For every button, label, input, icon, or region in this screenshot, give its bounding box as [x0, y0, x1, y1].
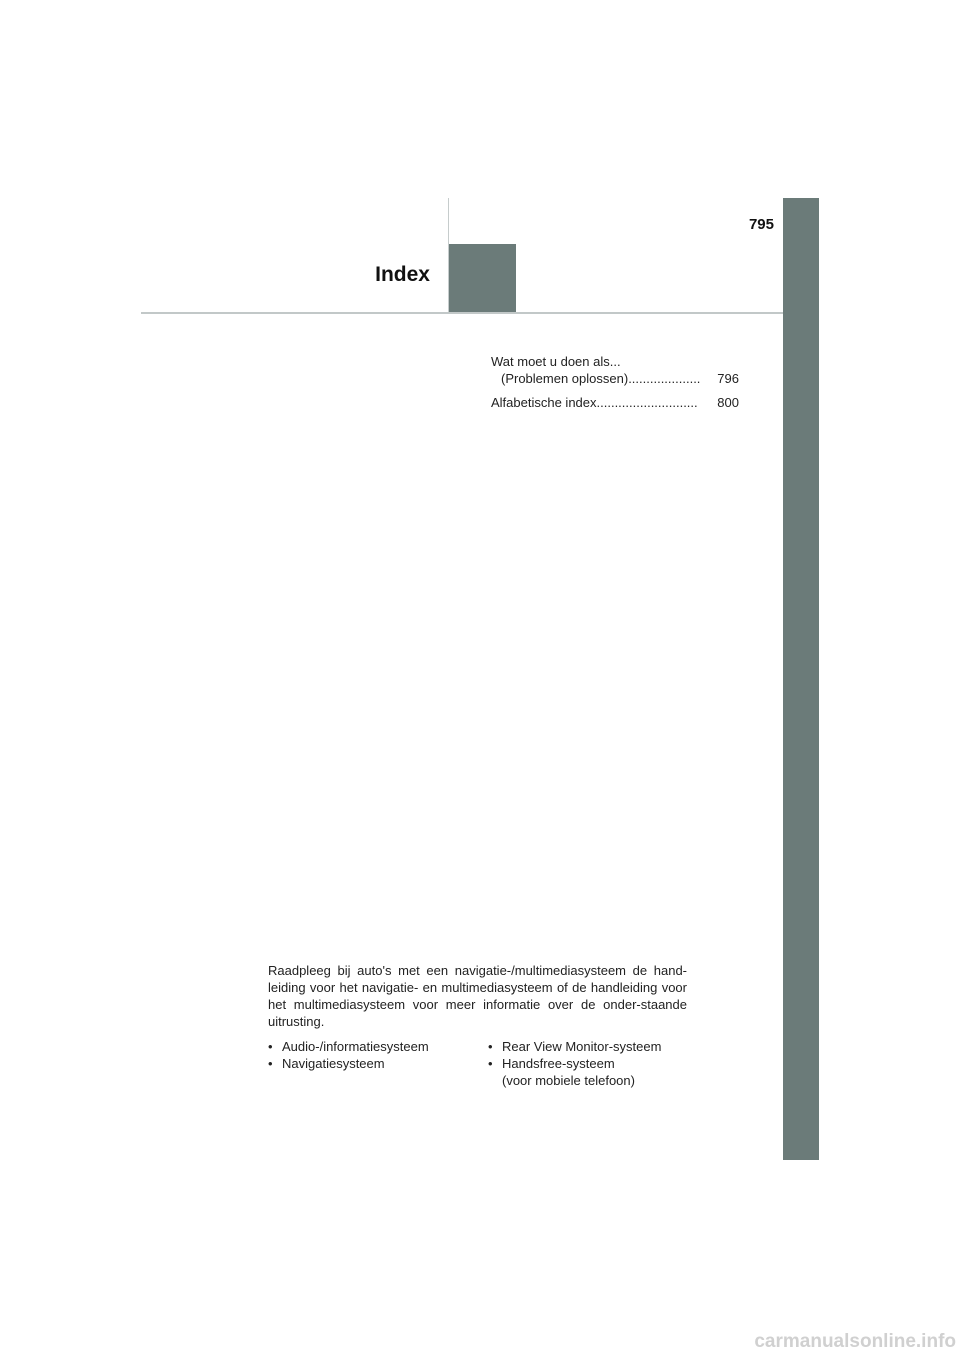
list-item-text: Handsfree-systeem [502, 1056, 615, 1071]
header-horizontal-rule [141, 312, 783, 314]
equipment-list-right [488, 1038, 708, 1089]
watermark: carmanualsonline.info [754, 1331, 956, 1352]
list-item [268, 1038, 468, 1055]
toc-entry-label: Alfabetische index [491, 395, 597, 410]
bullet-mark: • [488, 1056, 493, 1071]
list-item-text: Audio-/informatiesysteem [282, 1039, 429, 1054]
multimedia-note: Raadpleeg bij auto's met een navigatie-/multimediasysteem de hand-leiding voor het navigatie- en multimediasysteem of de handleiding voor het multimediasysteem voor meer informatie over de onder-staande uitrusting. [268, 963, 687, 1029]
list-item [268, 1055, 468, 1072]
header-color-block [449, 244, 516, 314]
toc-page-number: 800 [717, 395, 739, 410]
list-item [488, 1038, 708, 1055]
toc-entry-sublabel: (Problemen oplossen) [501, 371, 629, 386]
toc-entry-alphabetical-index[interactable] [491, 394, 739, 411]
table-of-contents [491, 353, 739, 411]
bullet-mark: • [268, 1039, 273, 1054]
list-item-continuation: (voor mobiele telefoon) [502, 1073, 635, 1088]
section-title: Index [375, 263, 430, 286]
bullet-mark: • [268, 1056, 273, 1071]
toc-entry-label: Wat moet u doen als... [491, 354, 621, 369]
side-thumb-tab [783, 198, 819, 1160]
list-item [488, 1055, 708, 1072]
toc-leader-dots: ............................ [596, 395, 698, 410]
bullet-mark: • [488, 1039, 493, 1054]
page-number: 795 [748, 216, 774, 233]
toc-page-number: 796 [717, 371, 739, 386]
equipment-list-left [268, 1038, 468, 1072]
list-item-text: Rear View Monitor-systeem [502, 1039, 662, 1054]
toc-leader-dots: .................... [628, 371, 701, 386]
list-item-text: Navigatiesysteem [282, 1056, 385, 1071]
toc-entry-troubleshooting[interactable] [491, 353, 739, 387]
